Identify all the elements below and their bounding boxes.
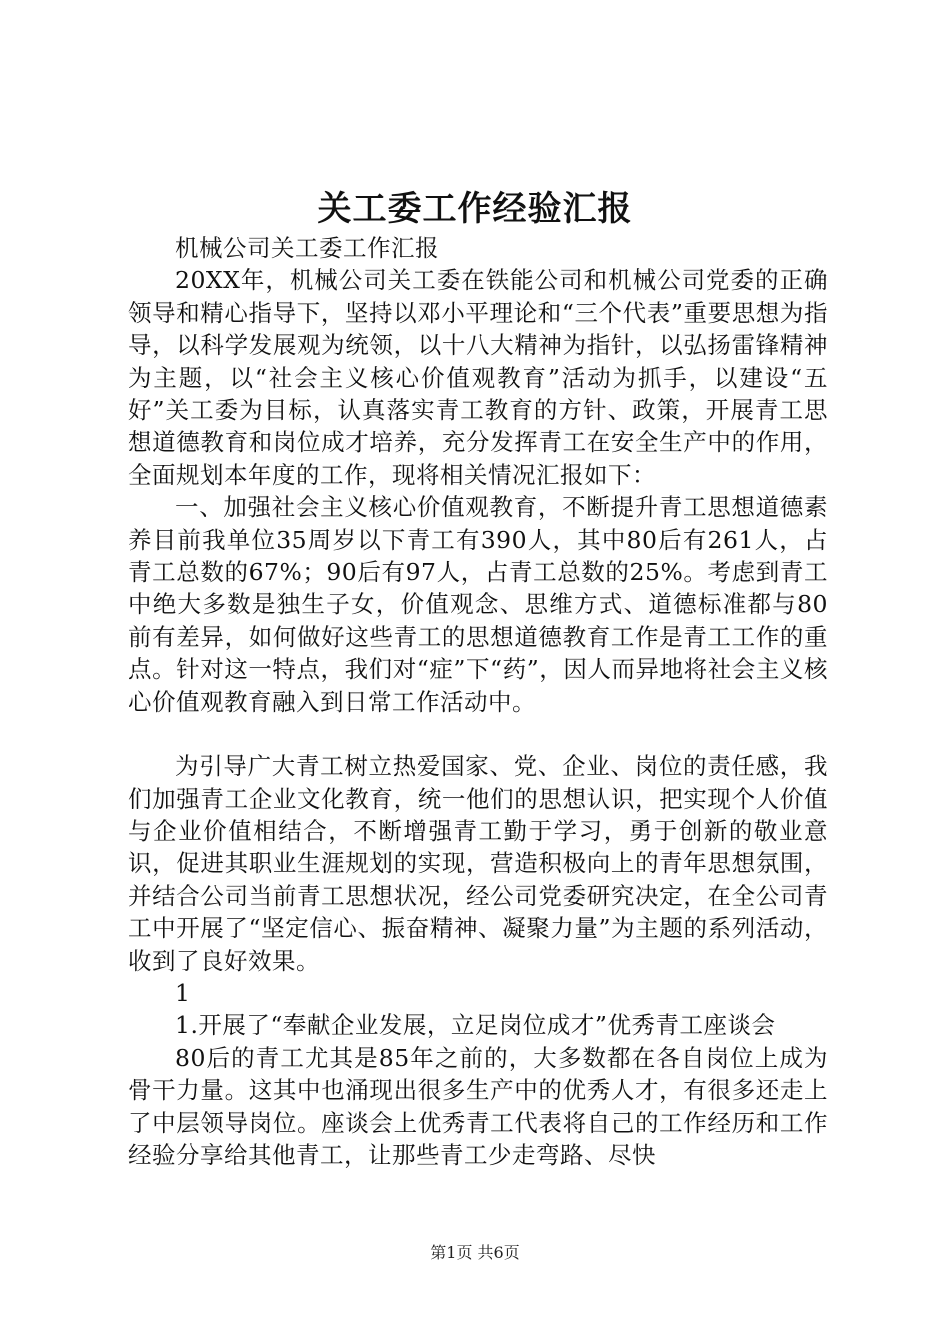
paragraph-item-one-body: 80后的青工尤其是85年之前的，大多数都在各自岗位上成为骨干力量。这其中也涌现出很多生产中的优秀人才，有很多还走上了中层领导岗位。座谈会上优秀青工代表将自己的工作经历和工作经验分享给其他青工，让那些青工少走弯路、尽快: [128, 1043, 828, 1169]
paragraph-guidance: 为引导广大青工树立热爱国家、党、企业、岗位的责任感，我们加强青工企业文化教育，统一他们的思想认识，把实现个人价值与企业价值相结合，不断增强青工勤于学习，勇于创新的敬业意识，促进其职业生涯规划的实现，营造积极向上的青年思想氛围，并结合公司当前青工思想状况，经公司党委研究决定，在全公司青工中开展了“坚定信心、振奋精神、凝聚力量”为主题的系列活动，收到了良好效果。: [128, 752, 828, 975]
paragraph-intro: 20XX年，机械公司关工委在铁能公司和机械公司党委的正确领导和精心指导下，坚持以邓小平理论和“三个代表”重要思想为指导，以科学发展观为统领，以十八大精神为指针，以弘扬雷锋精神为主题，以“社会主义核心价值观教育”活动为抓手，以建设“五好”关工委为目标，认真落实青工教育的方针、政策，开展青工思想道德教育和岗位成才培养，充分发挥青工在安全生产中的作用，全面规划本年度的工作，现将相关情况汇报如下：: [128, 266, 828, 489]
paragraph-number: 1: [175, 978, 191, 1007]
report-subtitle: 机械公司关工委工作汇报: [175, 234, 439, 262]
document-title: 关工委工作经验汇报: [317, 189, 633, 229]
paragraph-section-one: 一、加强社会主义核心价值观教育，不断提升青工思想道德素养目前我单位35周岁以下青工有390人，其中80后有261人，占青工总数的67%；90后有97人，占青工总数的25%。考虑到青工中绝大多数是独生子女，价值观念、思维方式、道德标准都与80前有差异，如何做好这些青工的思想道德教育工作是青工工作的重点。针对这一特点，我们对“症”下“药”，因人而异地将社会主义核心价值观教育融入到日常工作活动中。: [128, 493, 828, 716]
page-footer: 第1页 共6页: [430, 1243, 520, 1262]
document-body: [128, 232, 828, 1171]
paragraph-item-one-heading: 1.开展了“奉献企业发展，立足岗位成才”优秀青工座谈会: [175, 1011, 776, 1040]
